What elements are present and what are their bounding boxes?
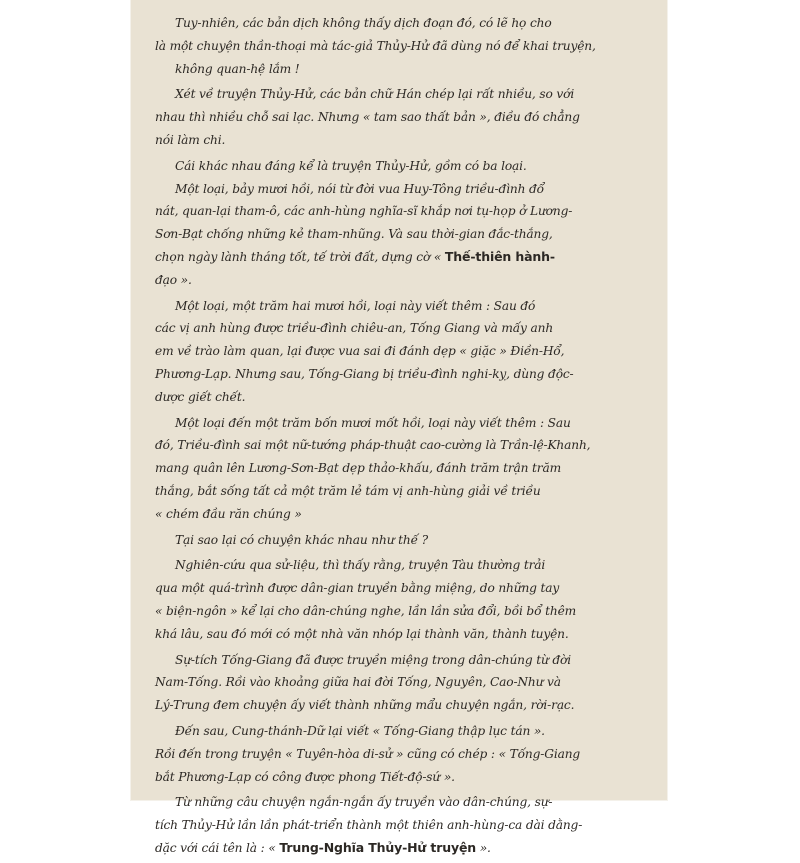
text-line: đó, Triều-đình sai một nữ-tướng pháp-thuật cao-cường là Trần-lệ-Khanh, <box>155 438 591 453</box>
text-line: không quan-hệ lắm ! <box>175 61 300 76</box>
text-line: Lý-Trung đem chuyện ấy viết thành những mẩu chuyện ngắn, rời-rạc. <box>155 698 575 713</box>
paragraph <box>155 155 655 292</box>
text-line: nát, quan-lại tham-ô, các anh-hùng nghĩa-sĩ khắp nơi tụ-họp ở Lương- <box>155 204 573 219</box>
text-line: khá lâu, sau đó mới có một nhà văn nhóp lại thành văn, thành tuyện. <box>155 626 569 641</box>
book-page <box>131 0 667 855</box>
text-line: Sơn-Bạt chống những kẻ tham-nhũng. Và sau thời-gian đắc-thắng, <box>155 227 553 242</box>
text-line: Một loại, một trăm hai mươi hồi, loại này viết thêm : Sau đó <box>175 298 536 313</box>
paragraph <box>155 720 655 788</box>
paragraph <box>155 791 655 859</box>
text-line: « biện-ngôn » kể lại cho dân-chúng nghe, lần lần sửa đổi, bồi bổ thêm <box>155 603 577 618</box>
page-text <box>155 12 655 863</box>
text-line: Nam-Tống. Rồi vào khoảng giữa hai đời Tống, Nguyên, Cao-Như và <box>155 675 561 690</box>
text-line: đạo ». <box>155 272 192 287</box>
text-line: Đến sau, Cung-thánh-Dữ lại viết « Tống-Giang thập lục tán ». <box>175 723 545 738</box>
text-line: Cái khác nhau đáng kể là truyện Thủy-Hử, gồm có ba loại. <box>175 158 527 173</box>
text-line: Sự-tích Tống-Giang đã được truyền miệng trong dân-chúng từ đời <box>175 652 571 667</box>
text-line: bắt Phương-Lạp có công được phong Tiết-độ-sứ ». <box>155 769 455 784</box>
text-line: là một chuyện thần-thoại mà tác-giả Thủy-Hử đã dùng nó để khai truyện, <box>155 38 596 53</box>
text-line: Nghiên-cứu qua sử-liệu, thì thấy rằng, truyện Tàu thường trải <box>175 558 546 573</box>
text-line: Một loại đến một trăm bốn mươi mốt hồi, loại này viết thêm : Sau <box>175 415 571 430</box>
paragraph <box>155 529 655 552</box>
text-line: Rồi đến trong truyện « Tuyên-hòa di-sử » cũng có chép : « Tống-Giang <box>155 746 581 761</box>
text-line: thắng, bắt sống tất cả một trăm lẻ tám vị anh-hùng giải về triều <box>155 483 541 498</box>
paragraph <box>155 83 655 151</box>
text-line: dặc với cái tên là : « Trung-Nghĩa Thủy-Hử truyện ». <box>155 839 491 855</box>
emphasized-phrase: Thế-thiên hành- <box>444 248 555 264</box>
text-line: Từ những câu chuyện ngắn-ngắn ấy truyền vào dân-chúng, sự- <box>175 795 553 810</box>
text-line: dược giết chết. <box>155 389 246 404</box>
text-line: nói làm chi. <box>155 132 226 147</box>
paragraph <box>155 295 655 409</box>
text-line: qua một quá-trình được dân-gian truyền bằng miệng, do những tay <box>155 581 560 596</box>
paragraph <box>155 412 655 526</box>
emphasized-phrase: Trung-Nghĩa Thủy-Hử truyện <box>279 839 477 855</box>
text-line: các vị anh hùng được triều-đình chiêu-an, Tống Giang và mấy anh <box>155 321 554 336</box>
paragraph <box>155 554 655 645</box>
text-line: Tại sao lại có chuyện khác nhau như thế ? <box>175 532 429 547</box>
paragraph <box>155 12 655 80</box>
text-line: em về trào làm quan, lại được vua sai đi đánh dẹp « giặc » Điền-Hổ, <box>155 344 565 359</box>
text-line: nhau thì nhiều chỗ sai lạc. Nhưng « tam sao thất bản », điều đó chẳng <box>155 110 580 125</box>
text-line: chọn ngày lành tháng tốt, tế trời đất, dựng cờ « Thế-thiên hành- <box>155 248 555 264</box>
text-line: tích Thủy-Hử lần lần phát-triển thành một thiên anh-hùng-ca dài dằng- <box>155 818 583 833</box>
text-line: « chém đầu răn chúng » <box>155 506 302 521</box>
text-line: mang quân lên Lương-Sơn-Bạt dẹp thảo-khấu, đánh trăm trận trăm <box>155 461 561 476</box>
text-line: Một loại, bảy mươi hồi, nói từ đời vua Huy-Tông triều-đình đổ <box>175 181 544 196</box>
text-line: Xét về truyện Thủy-Hử, các bản chữ Hán chép lại rất nhiều, so với <box>175 87 575 102</box>
text-line: Phương-Lạp. Nhưng sau, Tống-Giang bị triều-đình nghi-kỵ, dùng độc- <box>155 366 574 381</box>
paragraph <box>155 649 655 717</box>
text-line: Tuy-nhiên, các bản dịch không thấy dịch đoạn đó, có lẽ họ cho <box>175 16 552 30</box>
